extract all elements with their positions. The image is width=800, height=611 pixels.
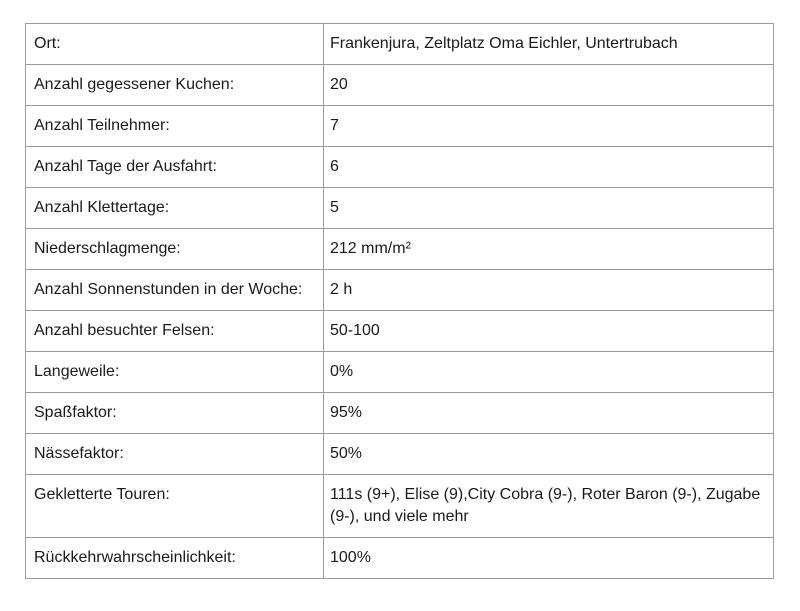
row-label: Langeweile: bbox=[26, 352, 324, 393]
row-label: Nässefaktor: bbox=[26, 434, 324, 475]
table-row bbox=[26, 352, 774, 393]
row-label: Anzahl gegessener Kuchen: bbox=[26, 65, 324, 106]
table-row bbox=[26, 434, 774, 475]
row-label: Anzahl Tage der Ausfahrt: bbox=[26, 147, 324, 188]
trip-stats-table bbox=[25, 23, 774, 579]
row-label: Anzahl Klettertage: bbox=[26, 188, 324, 229]
row-value: 20 bbox=[324, 65, 774, 106]
row-value: 100% bbox=[324, 538, 774, 579]
row-value: 95% bbox=[324, 393, 774, 434]
table-row bbox=[26, 229, 774, 270]
row-value: 50-100 bbox=[324, 311, 774, 352]
row-value: 111s (9+), Elise (9),City Cobra (9-), Roter Baron (9-), Zugabe (9-), und viele mehr bbox=[324, 475, 774, 538]
table-row bbox=[26, 270, 774, 311]
row-label: Anzahl Teilnehmer: bbox=[26, 106, 324, 147]
row-value: 50% bbox=[324, 434, 774, 475]
table-row bbox=[26, 393, 774, 434]
table-row bbox=[26, 24, 774, 65]
row-value: Frankenjura, Zeltplatz Oma Eichler, Untertrubach bbox=[324, 24, 774, 65]
row-label: Rückkehrwahrscheinlichkeit: bbox=[26, 538, 324, 579]
table-row bbox=[26, 188, 774, 229]
row-value: 5 bbox=[324, 188, 774, 229]
stats-table-container bbox=[25, 23, 773, 579]
row-label: Niederschlagmenge: bbox=[26, 229, 324, 270]
table-row bbox=[26, 106, 774, 147]
row-label: Anzahl besuchter Felsen: bbox=[26, 311, 324, 352]
table-row bbox=[26, 538, 774, 579]
row-label: Anzahl Sonnenstunden in der Woche: bbox=[26, 270, 324, 311]
table-row bbox=[26, 311, 774, 352]
row-label: Spaßfaktor: bbox=[26, 393, 324, 434]
row-value: 2 h bbox=[324, 270, 774, 311]
table-row bbox=[26, 65, 774, 106]
row-value: 6 bbox=[324, 147, 774, 188]
row-label: Ort: bbox=[26, 24, 324, 65]
table-row bbox=[26, 475, 774, 538]
row-value: 212 mm/m² bbox=[324, 229, 774, 270]
table-row bbox=[26, 147, 774, 188]
row-value: 7 bbox=[324, 106, 774, 147]
row-value: 0% bbox=[324, 352, 774, 393]
row-label: Gekletterte Touren: bbox=[26, 475, 324, 538]
